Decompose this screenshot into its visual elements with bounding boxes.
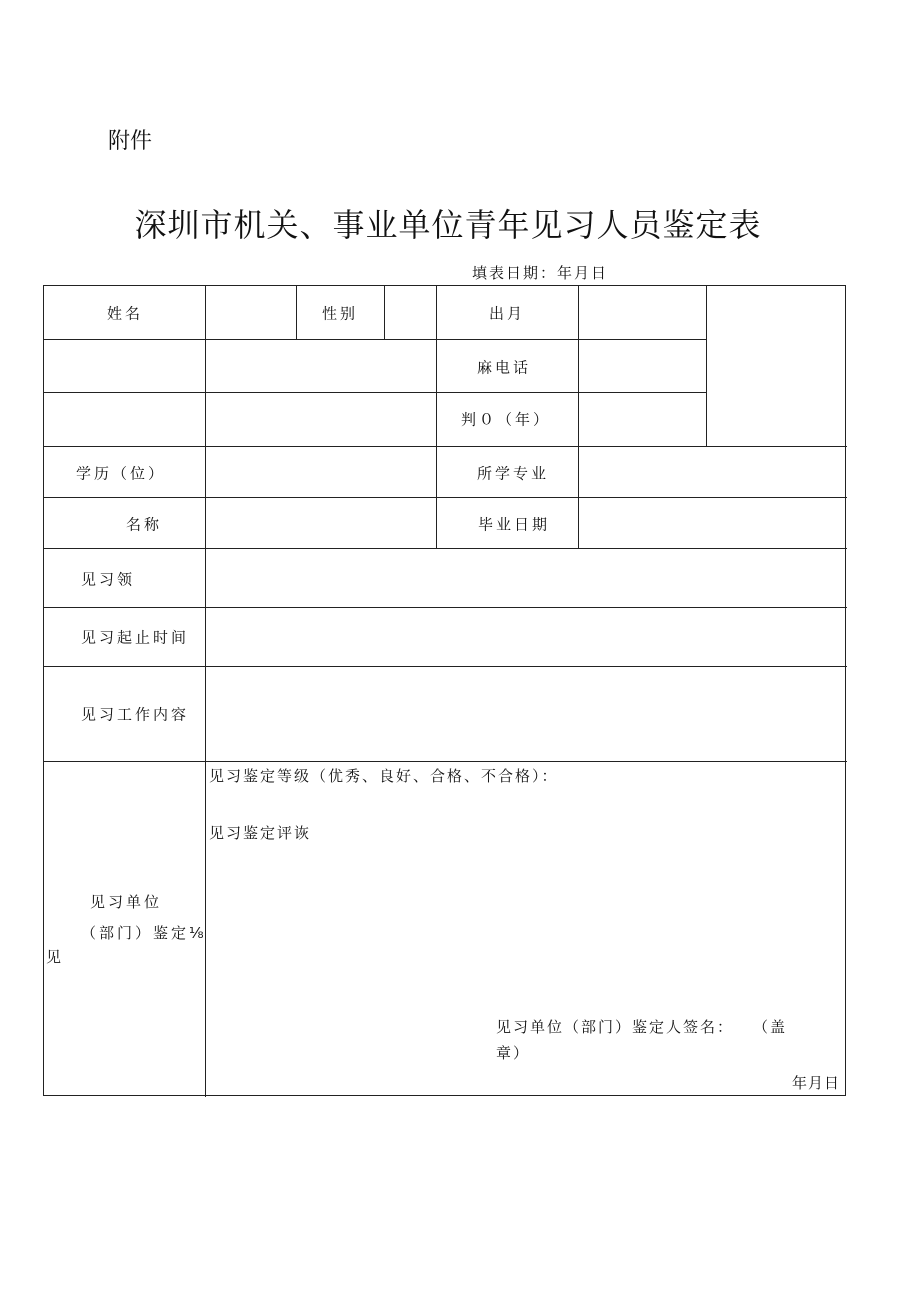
education-label: 学历（位） bbox=[75, 464, 167, 483]
column-divider bbox=[436, 286, 437, 548]
intern-field-input[interactable] bbox=[206, 549, 847, 607]
name-field[interactable] bbox=[206, 286, 296, 339]
intern-field-label: 见习领 bbox=[81, 570, 136, 589]
school-name-label: 名称 bbox=[125, 515, 163, 534]
education-field[interactable] bbox=[206, 447, 436, 497]
appraisal-grade-text: 见习鉴定等级（优秀、良好、合格、不合格）： bbox=[209, 767, 559, 785]
row-divider bbox=[44, 761, 847, 762]
graduation-date-field[interactable] bbox=[579, 498, 847, 548]
appraisal-form bbox=[43, 285, 846, 1096]
unit-opinion-label-2: （部门）鉴定⅛ bbox=[81, 924, 207, 942]
blank-field-1[interactable] bbox=[206, 340, 436, 392]
attachment-label: 附件 bbox=[108, 129, 153, 154]
sign-date-text: 年月日 bbox=[792, 1074, 841, 1092]
phone-label: 麻电话 bbox=[476, 358, 532, 377]
blank-field-2[interactable] bbox=[206, 393, 436, 446]
photo-area[interactable] bbox=[707, 286, 847, 446]
name-label: 姓名 bbox=[106, 304, 144, 323]
appraisal-comment-text: 见习鉴定评诙 bbox=[209, 824, 312, 842]
blank-label-cell[interactable] bbox=[44, 340, 205, 392]
signature-text-2: 章） bbox=[496, 1044, 531, 1062]
gender-label: 性别 bbox=[321, 304, 359, 323]
column-divider bbox=[296, 286, 297, 339]
unit-opinion-label-3: 见 bbox=[46, 948, 65, 966]
work-content-label: 见习工作内容 bbox=[81, 705, 190, 724]
page-title: 深圳市机关、事业单位青年见习人员鉴定表 bbox=[134, 206, 762, 244]
major-field[interactable] bbox=[579, 447, 847, 497]
birth-field[interactable] bbox=[579, 286, 706, 339]
work-content-input[interactable] bbox=[206, 667, 847, 761]
intern-period-label: 见习起止时间 bbox=[81, 628, 190, 647]
school-name-field[interactable] bbox=[206, 498, 436, 548]
gender-field[interactable] bbox=[385, 286, 436, 339]
birth-label: 出月 bbox=[488, 304, 526, 323]
fill-date: 填表日期：年月日 bbox=[472, 264, 609, 282]
graduation-date-label: 毕业日期 bbox=[477, 515, 551, 534]
years-field[interactable] bbox=[579, 393, 706, 446]
unit-opinion-label-1: 见习单位 bbox=[90, 893, 163, 911]
years-label: 判０（年） bbox=[460, 410, 552, 429]
intern-period-input[interactable] bbox=[206, 608, 847, 666]
signature-text-1: 见习单位（部门）鉴定人签名： （盖 bbox=[496, 1018, 788, 1036]
blank-label-cell[interactable] bbox=[44, 393, 205, 446]
phone-field[interactable] bbox=[579, 340, 706, 392]
major-label: 所学专业 bbox=[476, 464, 550, 483]
